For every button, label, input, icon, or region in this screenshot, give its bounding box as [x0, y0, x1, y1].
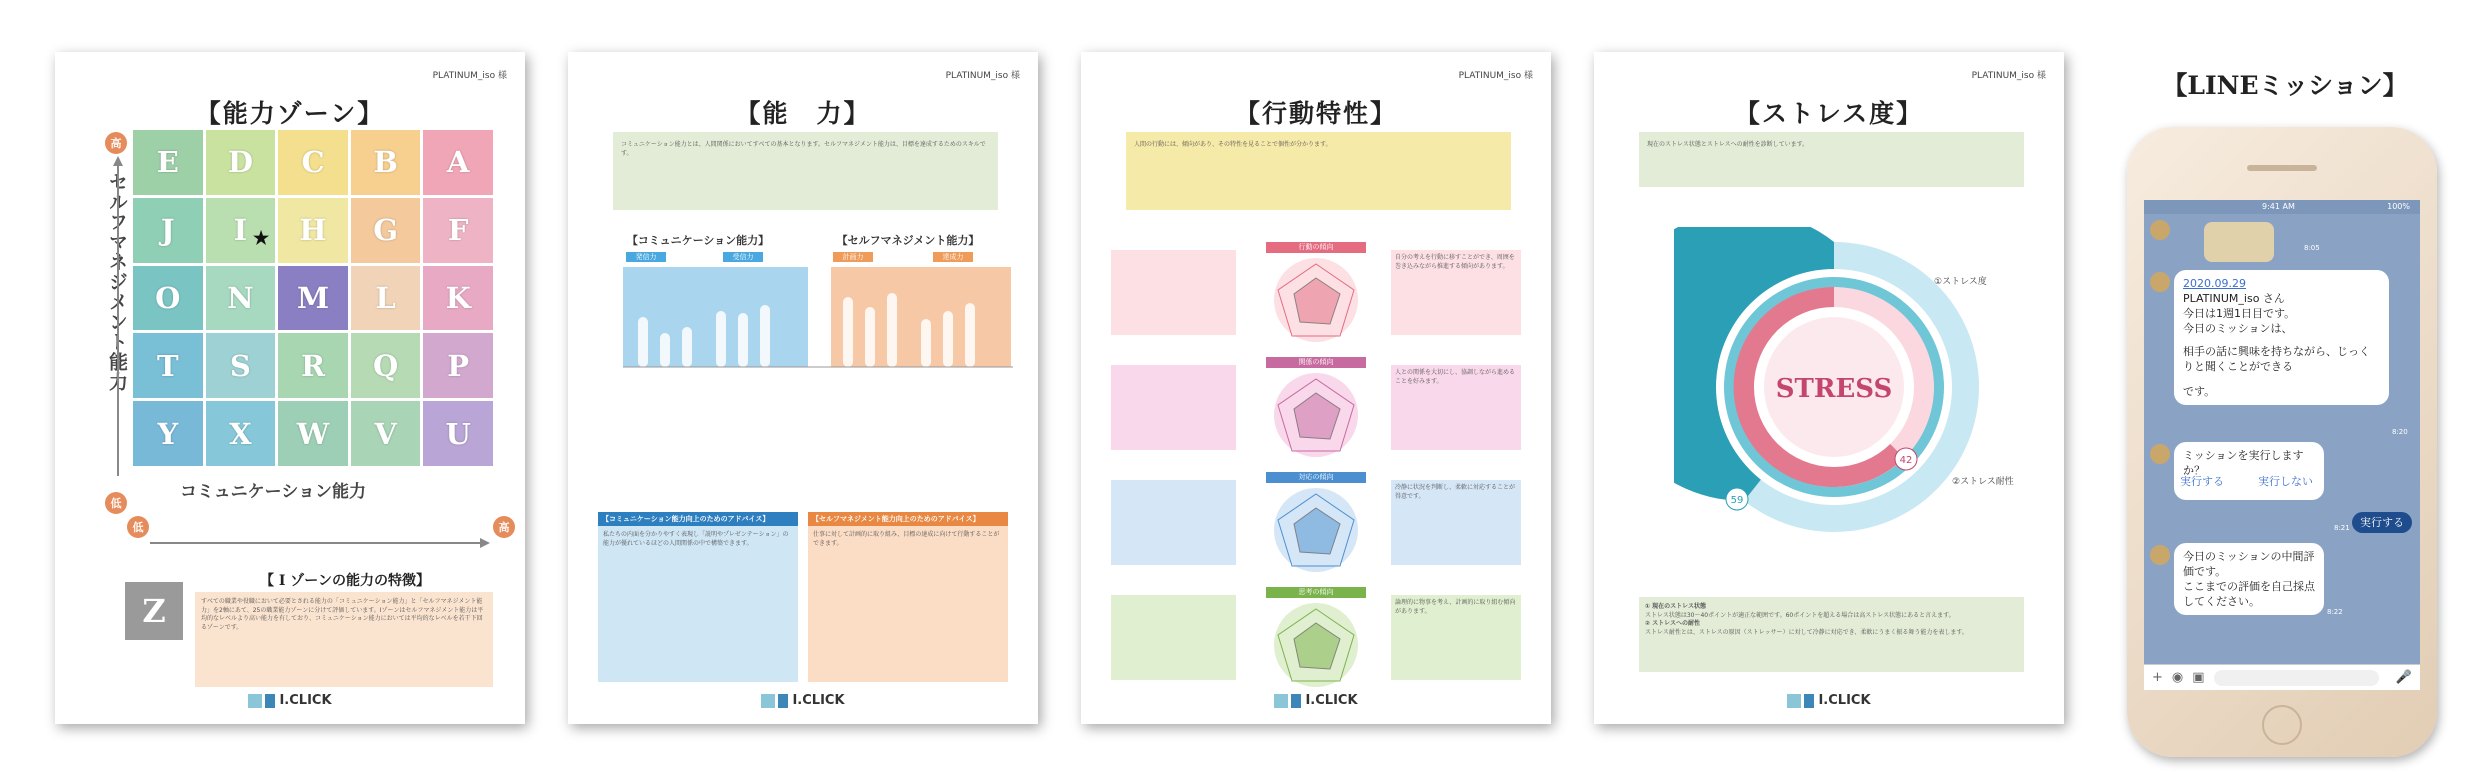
- radar-right-text: 冷静に状況を判断し、柔軟に対応することが得意です。: [1391, 480, 1521, 565]
- tag-achieve: 達成力: [933, 252, 973, 262]
- low-marker-x: 低: [127, 516, 149, 538]
- zone-cell-w: W: [278, 401, 348, 466]
- footer-logo-text: I.CLICK: [1305, 693, 1358, 708]
- advice2-text: 仕事に対して計画的に取り組み、目標の達成に向けて行動することができます。: [813, 531, 1000, 547]
- page-behavior: [1081, 52, 1551, 724]
- footer-logo: [55, 693, 525, 708]
- radar-chart: [1266, 484, 1366, 576]
- bot-avatar: [2150, 220, 2170, 240]
- chart1-bg: [623, 267, 808, 367]
- radar-chart: [1266, 254, 1366, 346]
- zone-cell-p: P: [423, 333, 493, 398]
- zone-cell-t: T: [133, 333, 203, 398]
- zone-cell-q: Q: [351, 333, 421, 398]
- image-icon[interactable]: ▣: [2192, 670, 2205, 685]
- radar-right-text: 人との関係を大切にし、協調しながら進めることを好みます。: [1391, 365, 1521, 450]
- zone-cell-b: B: [351, 130, 421, 195]
- tag-send: 発信力: [626, 252, 666, 262]
- intro-box: 人間の行動には、傾向があり、その特性を見ることで個性が分かります。: [1126, 132, 1511, 210]
- page-header: PLATINUM_iso 様: [432, 71, 507, 81]
- radar-left-text: [1111, 595, 1236, 680]
- zone-letter: I: [233, 213, 248, 248]
- radar-left-text: [1111, 480, 1236, 565]
- radar-left-text: [1111, 250, 1236, 335]
- message-line: です。: [2183, 385, 2216, 398]
- sticker-image: [2204, 222, 2274, 262]
- high-marker-x: 高: [493, 516, 515, 538]
- camera-icon[interactable]: ◉: [2171, 670, 2184, 685]
- zone-heading: 【 I ゾーンの能力の特徴】: [259, 573, 431, 589]
- bot-avatar: [2150, 545, 2170, 565]
- message-line: 相手の話に興味を持ちながら、じっくりと聞くことができる: [2183, 345, 2370, 373]
- footer-logo-text: I.CLICK: [792, 693, 845, 708]
- note1-title: ① 現在のストレス状態: [1645, 603, 1706, 610]
- y-axis-label: セルフマネジメント能力: [106, 172, 128, 392]
- advice2-box: [808, 512, 1008, 682]
- y-axis-arrow: [113, 156, 123, 486]
- note2-title: ② ストレスへの耐性: [1645, 620, 1700, 627]
- zone-cell-g: G: [351, 198, 421, 263]
- radar-title: 行動の傾向: [1266, 242, 1366, 253]
- page-ability: [568, 52, 1038, 724]
- zone-cell-n: N: [206, 266, 276, 331]
- notes-box: [1639, 597, 2024, 672]
- radar-block-4: [1111, 587, 1521, 692]
- zone-cell-c: C: [278, 130, 348, 195]
- zone-cell-k: K: [423, 266, 493, 331]
- radar-block-2: [1111, 357, 1521, 462]
- footer-logo-text: I.CLICK: [1818, 693, 1871, 708]
- zone-cell-f: F: [423, 198, 493, 263]
- bot-avatar: [2150, 272, 2170, 292]
- radar-right-text: 論理的に物事を考え、計画的に取り組む傾向があります。: [1391, 595, 1521, 680]
- message-line: 今日のミッションの中間評価です。: [2183, 550, 2315, 578]
- status-bar: [2144, 200, 2420, 214]
- intro-box: 現在のストレス状態とストレスへの耐性を診断しています。: [1639, 132, 2024, 187]
- radar-right-text: 自分の考えを行動に移すことができ、周囲を巻き込みながら推進する傾向があります。: [1391, 250, 1521, 335]
- home-button[interactable]: [2262, 705, 2302, 745]
- page-title: 【能力ゾーン】: [195, 99, 385, 128]
- x-axis-label: コミュニケーション能力: [180, 482, 366, 502]
- mic-icon[interactable]: 🎤: [2395, 670, 2412, 685]
- note2-text: ストレス耐性とは、ストレスの原因（ストレッサー）に対して冷静に対応でき、柔軟にうまく振る舞う能力を表します。: [1645, 628, 1968, 636]
- page-header: PLATINUM_iso 様: [1971, 71, 2046, 81]
- confirm-message: [2174, 442, 2324, 500]
- message-line: PLATINUM_iso さん: [2183, 292, 2285, 305]
- user-reply: 実行する: [2352, 512, 2412, 533]
- eval-time: 8:22: [2327, 608, 2343, 616]
- zone-cell-m: M: [278, 266, 348, 331]
- radar-chart: [1266, 369, 1366, 461]
- no-button[interactable]: 実行しない: [2258, 475, 2313, 488]
- message-input[interactable]: [2214, 670, 2379, 686]
- zone-cell-h: H: [278, 198, 348, 263]
- radar-title: 思考の傾向: [1266, 587, 1366, 598]
- zone-cell-o: O: [133, 266, 203, 331]
- message-line: ここまでの評価を自己採点してください。: [2183, 580, 2315, 608]
- advice1-text: 私たちの内面を分かりやすく表現し「説明やプレゼンテーション」の能力が優れているほどの人間関係の中で構築できます。: [603, 531, 789, 547]
- tolerance-label: ②ストレス耐性: [1952, 477, 2014, 487]
- tolerance-value: 59: [1730, 495, 1744, 506]
- note1-text: ストレス状態は30〜40ポイントが適正な範囲です。60ポイントを超える場合は高ストレス状態にあると言えます。: [1645, 611, 1955, 619]
- confirm-text: ミッションを実行しますか？: [2183, 449, 2304, 477]
- radar-title: 関係の傾向: [1266, 357, 1366, 368]
- zone-cell-v: V: [351, 401, 421, 466]
- zone-cell-y: Y: [133, 401, 203, 466]
- bot-avatar: [2150, 444, 2170, 464]
- zone-cell-u: U: [423, 401, 493, 466]
- footer-logo: [1594, 693, 2064, 708]
- page-title: 【能 力】: [735, 99, 871, 128]
- page-header: PLATINUM_iso 様: [945, 71, 1020, 81]
- status-battery: 100%: [2387, 202, 2410, 211]
- message-time: 8:20: [2392, 428, 2408, 436]
- radar-block-3: [1111, 472, 1521, 577]
- zone-cell-r: R: [278, 333, 348, 398]
- stress-value: 42: [1899, 455, 1913, 466]
- message-line: 今日のミッションは、: [2183, 322, 2293, 335]
- stress-label: ①ストレス度: [1934, 277, 1987, 287]
- input-bar: [2144, 664, 2420, 690]
- ability-bar-charts: [603, 267, 1013, 407]
- line-chat-screen: [2144, 200, 2420, 690]
- footer-logo: [568, 693, 1038, 708]
- page-ability-zone: [55, 52, 525, 724]
- zone-cell-s: S: [206, 333, 276, 398]
- message-date[interactable]: 2020.09.29: [2183, 277, 2246, 290]
- footer-logo-text: I.CLICK: [279, 693, 332, 708]
- advice2-title: 【セルフマネジメント能力向上のためのアドバイス】: [808, 512, 1008, 526]
- stress-center-label: STRESS: [1775, 374, 1893, 404]
- zone-cell-e: E: [133, 130, 203, 195]
- page-stress: [1594, 52, 2064, 724]
- high-marker-y: 高: [105, 132, 127, 154]
- plus-icon[interactable]: +: [2152, 670, 2163, 685]
- zone-cell-l: L: [351, 266, 421, 331]
- phone-frame: [2127, 127, 2437, 757]
- zone-z-badge: Z: [125, 582, 183, 640]
- evaluation-message: [2174, 543, 2324, 615]
- radar-title: 対応の傾向: [1266, 472, 1366, 483]
- zone-cell-i: [206, 198, 276, 263]
- yes-button[interactable]: 実行する: [2180, 475, 2224, 488]
- message-line: 今日は1週1日目です。: [2183, 307, 2296, 320]
- page-title: 【行動特性】: [1234, 99, 1397, 128]
- status-time: 9:41 AM: [2262, 202, 2295, 211]
- zone-cell-d: D: [206, 130, 276, 195]
- intro-box: コミュニケーション能力とは、人間関係においてすべての基本となります。セルフマネジメント能力は、目標を達成するためのスキルです。: [613, 132, 998, 210]
- page-header: PLATINUM_iso 様: [1458, 71, 1533, 81]
- advice1-box: [598, 512, 798, 682]
- x-axis-arrow: [150, 538, 490, 548]
- radar-chart: [1266, 599, 1366, 691]
- low-marker: 低: [105, 492, 127, 514]
- radar-block-1: [1111, 242, 1521, 347]
- sticker-time: 8:05: [2304, 244, 2320, 252]
- chart1-title: 【コミュニケーション能力】: [626, 234, 770, 247]
- phone-speaker: [2247, 165, 2317, 171]
- line-mission-title: 【LINEミッション】: [2162, 71, 2408, 100]
- zone-cell-a: A: [423, 130, 493, 195]
- zone-cell-j: J: [133, 198, 203, 263]
- radar-left-text: [1111, 365, 1236, 450]
- footer-logo: [1081, 693, 1551, 708]
- star-marker: ★: [253, 227, 270, 249]
- chart2-title: 【セルフマネジメント能力】: [836, 234, 980, 247]
- zone-grid: [133, 130, 493, 466]
- tag-receive: 受信力: [723, 252, 763, 262]
- zone-description: すべての職業や役職において必要とされる能力の「コミュニケーション能力」と「セルフマネジメント能力」を2軸にあて、25の職業能力ゾーンに分けて評価しています。Iゾーンはセルフマネジメント能力は平均的なレベルより高い能力を有しており、コミュニケーション能力においては平均的なレベルを若干下回るゾーンです。: [195, 592, 493, 687]
- zone-cell-x: X: [206, 401, 276, 466]
- page-title: 【ストレス度】: [1734, 99, 1924, 128]
- mission-message: [2174, 270, 2389, 405]
- advice1-title: 【コミュニケーション能力向上のためのアドバイス】: [598, 512, 798, 526]
- reply-time: 8:21: [2334, 524, 2350, 532]
- tag-plan: 計画力: [833, 252, 873, 262]
